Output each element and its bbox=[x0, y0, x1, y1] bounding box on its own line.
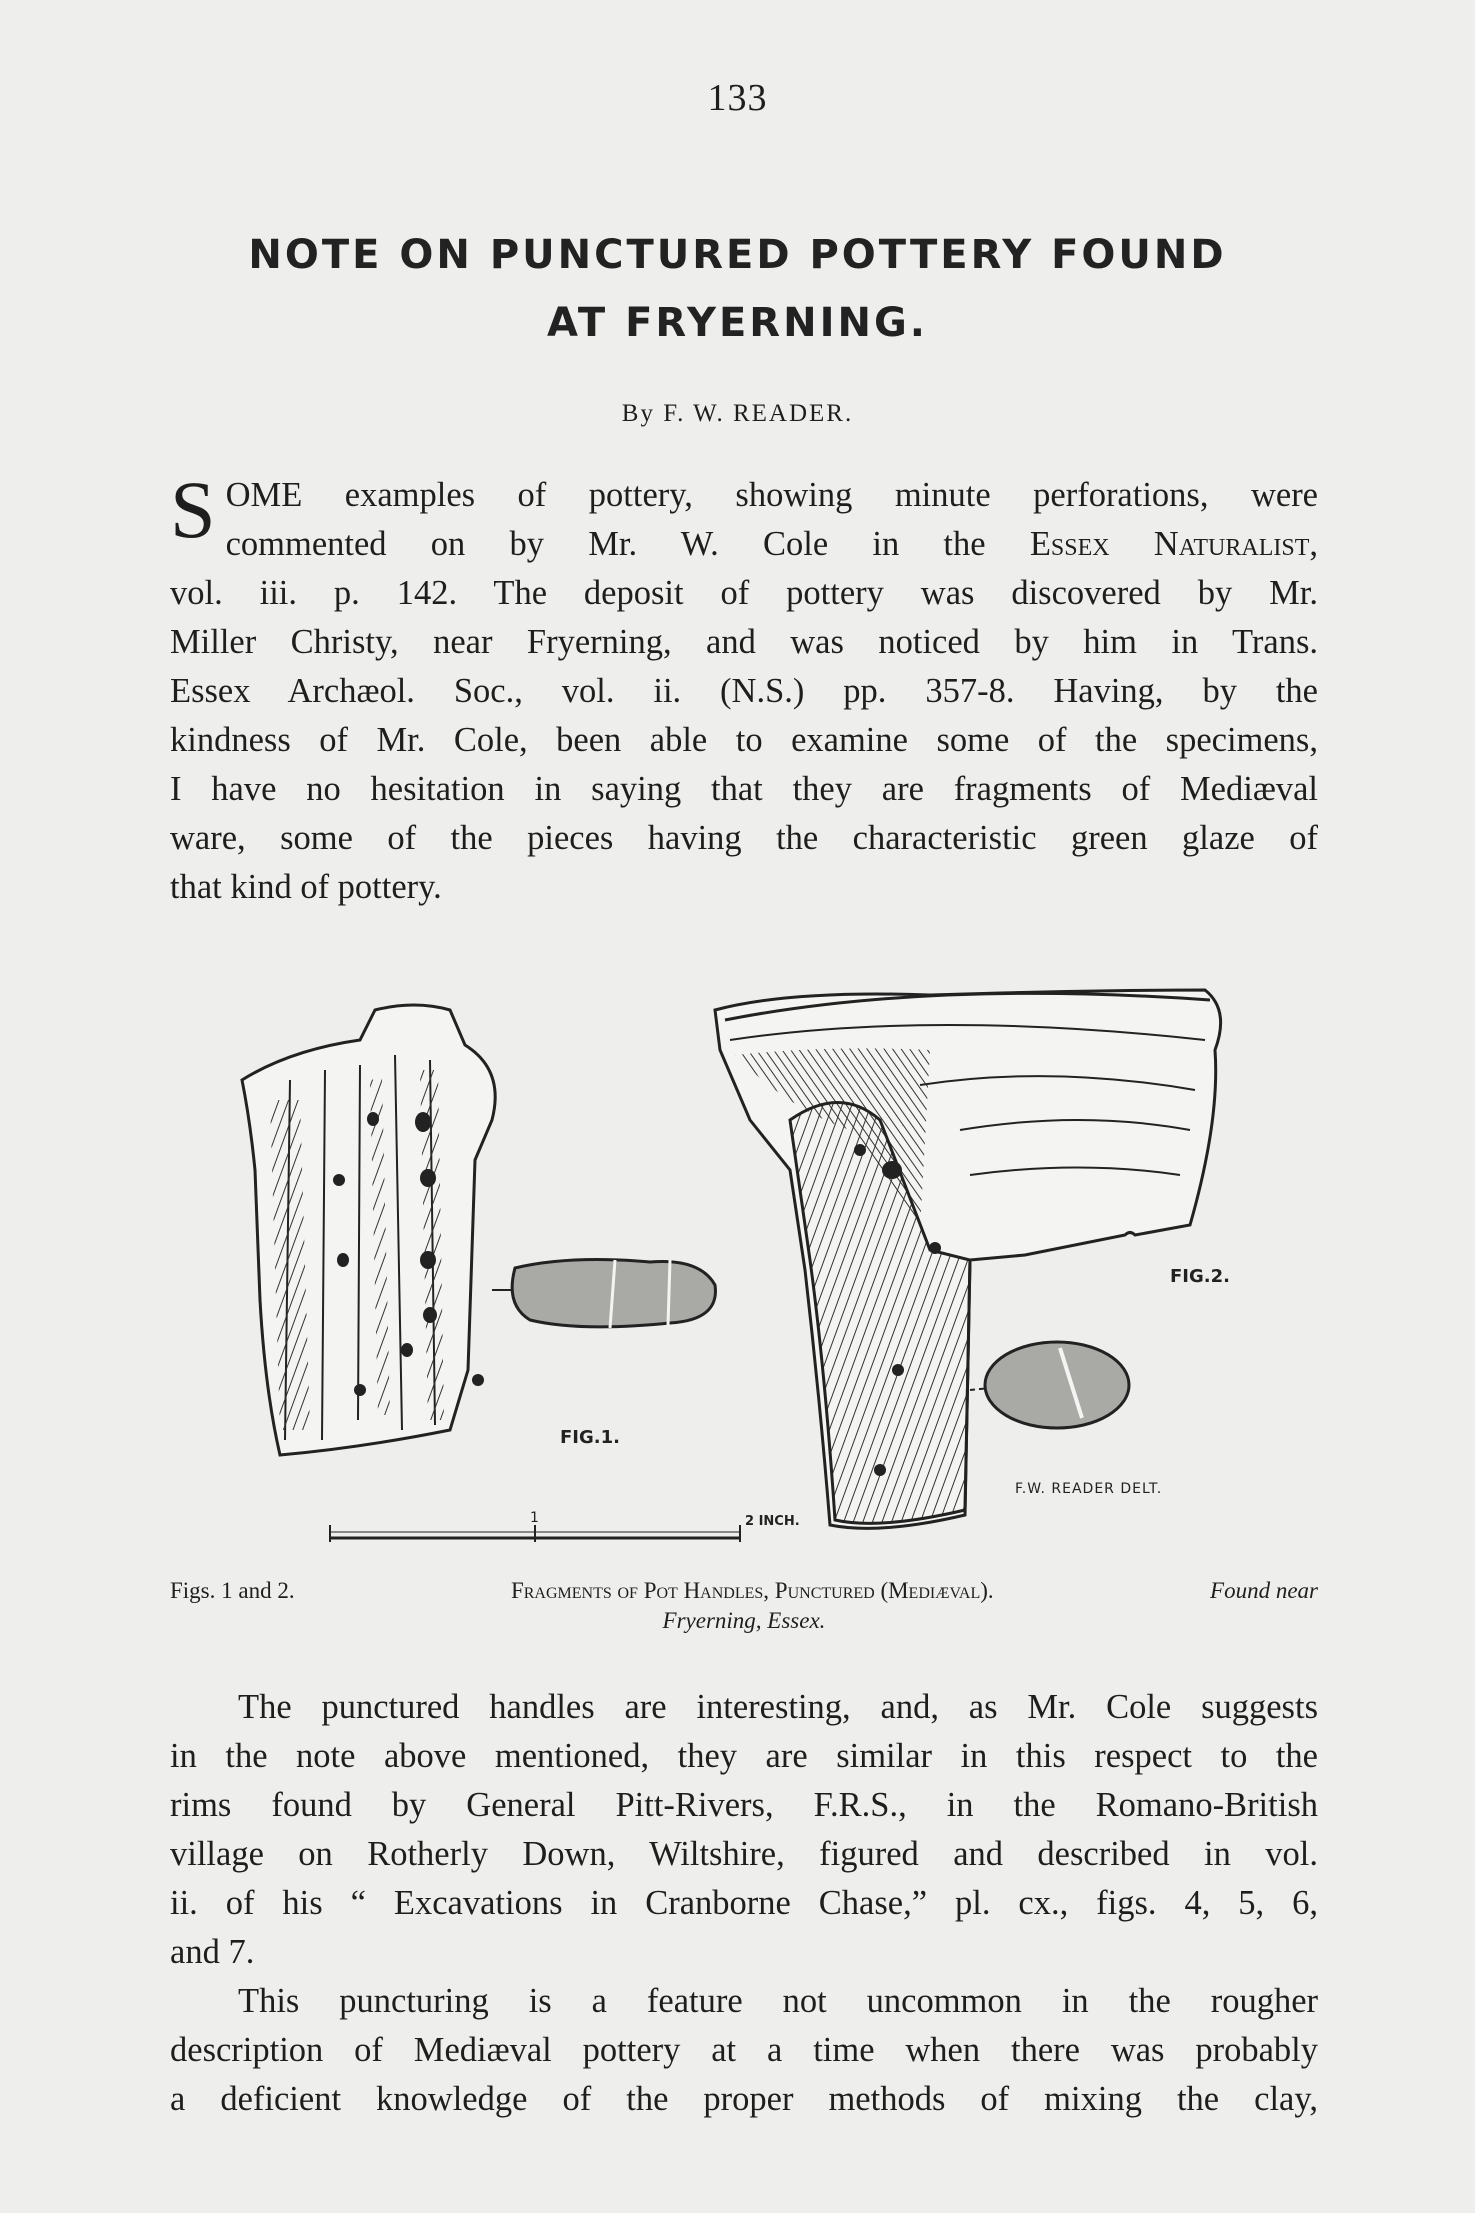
para1-line-part: commented on by Mr. W. Cole in the bbox=[225, 525, 1030, 563]
para2-line: in the note above mentioned, they are similar in this respect to the bbox=[170, 1737, 1318, 1775]
fig2-pot-rim-drawing bbox=[715, 990, 1221, 1528]
para1-line: OME examples of pottery, showing minute perforations, were bbox=[225, 476, 1318, 514]
fig2-section bbox=[985, 1342, 1129, 1428]
para1-line: I have no hesitation in saying that they are fragments of Mediæval bbox=[170, 770, 1318, 808]
para1-line: ware, some of the pieces having the characteristic green glaze of bbox=[170, 819, 1318, 857]
para3-line: description of Mediæval pottery at a time when there was probably bbox=[170, 2031, 1318, 2069]
journal-name: Essex Naturalist, bbox=[1029, 525, 1319, 563]
fig1-label: FIG.1. bbox=[560, 1427, 620, 1448]
fig1-handle-drawing bbox=[242, 1005, 495, 1455]
scale-tick-label: 1 bbox=[530, 1510, 539, 1526]
para3-line: This puncturing is a feature not uncommon in the rougher bbox=[238, 1982, 1318, 2020]
fig1-section bbox=[512, 1260, 715, 1328]
para1-line: kindness of Mr. Cole, been able to examine some of the specimens, bbox=[170, 721, 1318, 759]
para3-line: a deficient knowledge of the proper methods of mixing the clay, bbox=[170, 2080, 1318, 2118]
caption-line bbox=[170, 1576, 1318, 1606]
drop-cap: S bbox=[170, 464, 216, 555]
article-title-line-2: AT FRYERNING. bbox=[547, 300, 928, 346]
caption-figs: Figs. 1 and 2. bbox=[170, 1578, 295, 1603]
figure-caption bbox=[170, 1576, 1318, 1636]
fig2-label: FIG.2. bbox=[1170, 1266, 1230, 1287]
para2-line: village on Rotherly Down, Wiltshire, figured and described in vol. bbox=[170, 1835, 1318, 1873]
para1-line: vol. iii. p. 142. The deposit of pottery was discovered by Mr. bbox=[170, 574, 1318, 612]
para2-line: The punctured handles are interesting, and, as Mr. Cole suggests bbox=[238, 1688, 1318, 1726]
paragraph-2 bbox=[170, 1683, 1318, 1977]
para1-line: Miller Christy, near Fryerning, and was noticed by him in Trans. bbox=[170, 623, 1318, 661]
para2-line: ii. of his “ Excavations in Cranborne Chase,” pl. cx., figs. 4, 5, 6, bbox=[170, 1884, 1318, 1922]
scale-label: 2 INCH. bbox=[745, 1514, 800, 1529]
article-title-line-1: NOTE ON PUNCTURED POTTERY FOUND bbox=[248, 232, 1227, 278]
pottery-illustration bbox=[230, 970, 1250, 1550]
para1-line bbox=[170, 520, 1318, 569]
para1-line: that kind of pottery. bbox=[170, 868, 442, 906]
para1-line: Essex Archæol. Soc., vol. ii. (N.S.) pp. 357-8. Having, by the bbox=[170, 672, 1318, 710]
page-number: 133 bbox=[707, 77, 768, 119]
para2-line: and 7. bbox=[170, 1933, 255, 1971]
para2-line: rims found by General Pitt-Rivers, F.R.S., in the Romano-British bbox=[170, 1786, 1318, 1824]
paragraph-3 bbox=[170, 1977, 1318, 2124]
caption-location: Fryerning, Essex. bbox=[662, 1608, 826, 1633]
artist-credit: F.W. READER DELT. bbox=[1015, 1481, 1163, 1497]
caption-found: Found near bbox=[1210, 1578, 1318, 1603]
byline: By F. W. READER. bbox=[621, 400, 854, 427]
scale-bar bbox=[330, 1510, 800, 1542]
caption-title: Fragments of Pot Handles, Punctured (Mediæval). bbox=[510, 1578, 994, 1603]
paragraph-1 bbox=[170, 464, 1319, 912]
